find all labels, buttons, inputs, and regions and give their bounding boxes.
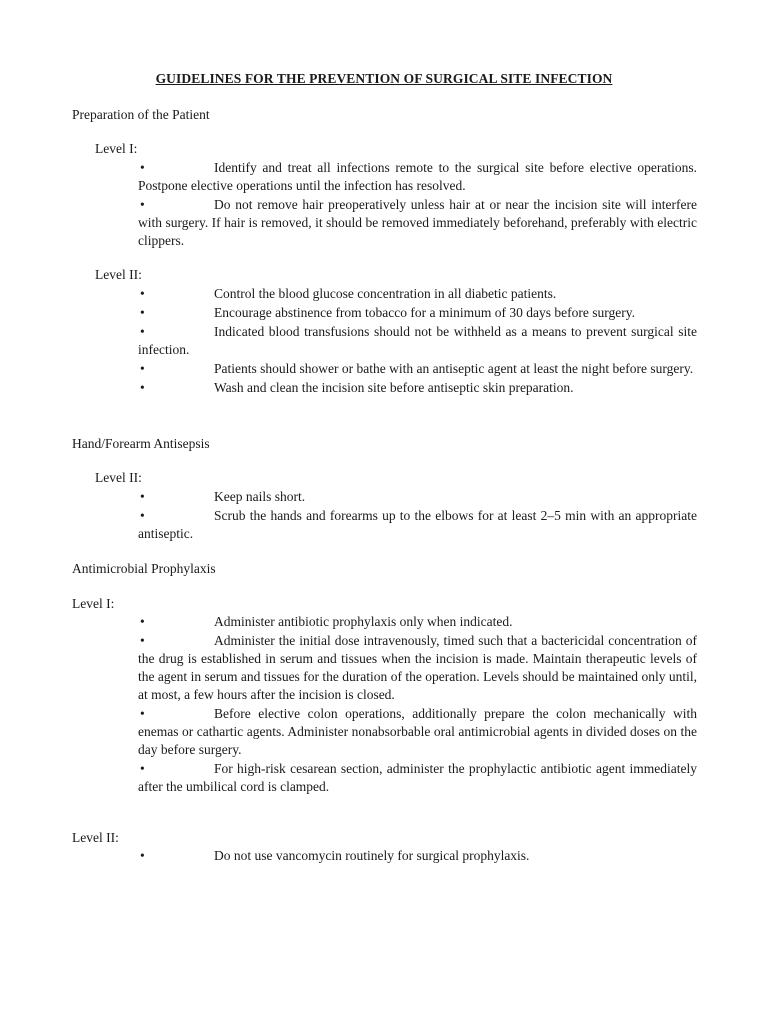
list-item: • Scrub the hands and forearms up to the elbows for at least 2–5 min with an appropriate antiseptic. <box>138 508 697 541</box>
bullet-list <box>138 847 697 865</box>
bullet-icon: • <box>140 380 145 395</box>
section-heading-hand-antisepsis: Hand/Forearm Antisepsis <box>72 436 210 451</box>
list-item: • Keep nails short. <box>140 489 306 504</box>
bullet-icon: • <box>140 324 145 339</box>
bullet-list <box>138 488 697 543</box>
bullet-list <box>138 159 697 250</box>
list-item: • Identify and treat all infections remote to the surgical site before elective operations. Postpone elective operations until the infection has resolved. <box>138 160 697 193</box>
bullet-icon: • <box>140 706 145 721</box>
list-item: • Do not remove hair preoperatively unless hair at or near the incision site will interfere with surgery. If hair is removed, it should be removed immediately beforehand, preferably with electric clippers. <box>138 197 697 248</box>
bullet-icon: • <box>140 614 145 629</box>
bullet-list <box>138 285 697 397</box>
level-label: Level I: <box>95 141 138 156</box>
list-item: • Administer antibiotic prophylaxis only when indicated. <box>140 614 513 629</box>
list-item: • Wash and clean the incision site before antiseptic skin preparation. <box>140 380 574 395</box>
document-title: GUIDELINES FOR THE PREVENTION OF SURGICAL SITE INFECTION <box>155 71 613 86</box>
level-label: Level II: <box>95 470 142 485</box>
bullet-icon: • <box>140 286 145 301</box>
bullet-icon: • <box>140 761 145 776</box>
bullet-icon: • <box>140 633 145 648</box>
list-item: • Indicated blood transfusions should not be withheld as a means to prevent surgical site infection. <box>138 324 697 357</box>
list-item: • Do not use vancomycin routinely for surgical prophylaxis. <box>140 848 530 863</box>
list-item: • Patients should shower or bathe with an antiseptic agent at least the night before surgery. <box>140 361 694 376</box>
list-item: • Before elective colon operations, additionally prepare the colon mechanically with enemas or cathartic agents. Administer nonabsorbable oral antimicrobial agents in divided doses on the day before surgery. <box>138 706 697 757</box>
level-label: Level II: <box>95 267 142 282</box>
section-heading-preparation: Preparation of the Patient <box>72 107 210 122</box>
bullet-icon: • <box>140 160 145 175</box>
bullet-icon: • <box>140 197 145 212</box>
section-heading-antimicrobial: Antimicrobial Prophylaxis <box>72 561 216 576</box>
bullet-icon: • <box>140 361 145 376</box>
list-item: • Control the blood glucose concentration in all diabetic patients. <box>140 286 557 301</box>
bullet-list <box>138 613 697 796</box>
list-item: • For high-risk cesarean section, administer the prophylactic antibiotic agent immediately after the umbilical cord is clamped. <box>138 761 697 794</box>
bullet-icon: • <box>140 848 145 863</box>
bullet-icon: • <box>140 489 145 504</box>
bullet-icon: • <box>140 305 145 320</box>
level-label: Level II: <box>72 830 119 845</box>
bullet-icon: • <box>140 508 145 523</box>
list-item: • Encourage abstinence from tobacco for a minimum of 30 days before surgery. <box>140 305 635 320</box>
level-label: Level I: <box>72 596 115 611</box>
list-item: • Administer the initial dose intravenously, timed such that a bactericidal concentration of the drug is established in serum and tissues when the incision is made. Maintain therapeutic levels of the agent in serum and tissues for the duration of the operation. Levels should be maintained only until, at most, a few hours after the incision is closed. <box>138 633 697 702</box>
